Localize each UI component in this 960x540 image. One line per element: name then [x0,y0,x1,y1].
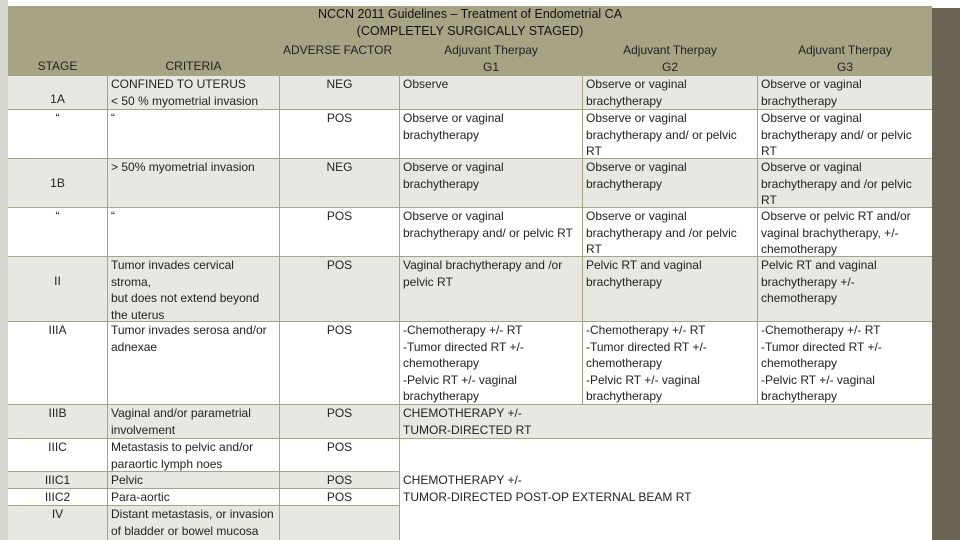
header-stage: STAGE [8,58,107,74]
left-frame-strip [0,0,8,540]
row-iiia-g1: -Chemotherapy +/- RT -Tumor directed RT +/- chemotherapy -Pelvic RT +/- vaginal brachytherapy [400,322,582,404]
row-ii-g3: Pelvic RT and vaginal brachytherapy +/- chemotherapy [758,257,932,321]
row-iiic-criteria: Metastasis to pelvic and/or paraortic lymph noes [108,439,279,471]
row-iiib-stage: IIIB [8,405,107,438]
header-criteria: CRITERIA [108,58,279,74]
row-iiib-treatment: CHEMOTHERAPY +/- TUMOR-DIRECTED RT [400,405,932,438]
row-iiic2-adverse: POS [280,489,399,505]
row-ii-g1: Vaginal brachytherapy and /or pelvic RT [400,257,582,321]
row-1b-g2: Observe or vaginal brachytherapy [583,159,757,207]
title-line-1: NCCN 2011 Guidelines – Treatment of Endometrial CA [317,7,623,21]
row-1b-adverse: NEG [280,159,399,207]
row-1a-pos-g3: Observe or vaginal brachytherapy and/ or pelvic RT [758,110,932,158]
row-iiic1-adverse: POS [280,472,399,488]
header-g3: Adjuvant Therpay G3 [758,42,932,76]
row-iiic1-stage: IIIC1 [8,472,107,488]
row-1a-pos-g2: Observe or vaginal brachytherapy and/ or pelvic RT [583,110,757,158]
row-1b-pos-g1: Observe or vaginal brachytherapy and/ or pelvic RT [400,208,582,256]
row-1a-g3: Observe or vaginal brachytherapy [758,76,932,109]
row-1a-stage: 1A [8,76,107,109]
row-iiia-adverse: POS [280,322,399,404]
row-1a-g2: Observe or vaginal brachytherapy [583,76,757,109]
header-adverse-factor: ADVERSE FACTOR [280,42,399,58]
row-iiia-g2: -Chemotherapy +/- RT -Tumor directed RT +/- chemotherapy -Pelvic RT +/- vaginal brachytherapy [583,322,757,404]
header-g2: Adjuvant Therpay G2 [583,42,757,76]
table-title [8,6,932,39]
row-1a-pos-adverse: POS [280,110,399,158]
row-iiia-g3: -Chemotherapy +/- RT -Tumor directed RT +/- chemotherapy -Pelvic RT +/- vaginal brachytherapy [758,322,932,404]
row-1b-pos-g2: Observe or vaginal brachytherapy and /or pelvic RT [583,208,757,256]
row-iv-stage: IV [8,506,107,540]
row-ii-adverse: POS [280,257,399,321]
row-1b-pos-g3: Observe or pelvic RT and/or vaginal brachytherapy, +/- chemotherapy [758,208,932,256]
row-iiib-criteria: Vaginal and/or parametrial involvement [108,405,279,438]
row-iiib-adverse: POS [280,405,399,438]
row-1a-pos-criteria: “ [108,110,279,158]
row-1b-stage: 1B [8,159,107,207]
row-1b-pos-stage: “ [8,208,107,256]
row-1b-pos-adverse: POS [280,208,399,256]
title-line-2: (COMPLETELY SURGICALLY STAGED) [356,23,584,38]
row-ii-g2: Pelvic RT and vaginal brachytherapy [583,257,757,321]
row-1b-g3: Observe or vaginal brachytherapy and /or pelvic RT [758,159,932,207]
row-1b-pos-criteria: “ [108,208,279,256]
guidelines-table [8,6,932,540]
row-1b-g1: Observe or vaginal brachytherapy [400,159,582,207]
row-iiic1-criteria: Pelvic [108,472,279,488]
header-g1: Adjuvant Therpay G1 [400,42,582,76]
row-iiic-adverse: POS [280,439,399,471]
row-1a-criteria: CONFINED TO UTERUS < 50 % myometrial invasion [108,76,279,109]
row-iv-criteria: Distant metastasis, or invasion of bladder or bowel mucosa [108,506,279,540]
row-iiic-stage: IIIC [8,439,107,471]
row-iiic2-criteria: Para-aortic [108,489,279,505]
row-ii-stage: II [8,257,107,321]
row-iiic-treatment: CHEMOTHERAPY +/- TUMOR-DIRECTED POST-OP EXTERNAL BEAM RT [400,439,932,540]
row-1b-criteria: > 50% myometrial invasion [108,159,279,207]
row-iiic2-stage: IIIC2 [8,489,107,505]
row-iiia-stage: IIIA [8,322,107,404]
row-1a-g1: Observe [400,76,582,109]
row-1a-pos-g1: Observe or vaginal brachytherapy [400,110,582,158]
row-iv-adverse [280,506,399,540]
row-1a-pos-stage: “ [8,110,107,158]
row-1a-adverse: NEG [280,76,399,109]
row-ii-criteria: Tumor invades cervical stroma, but does not extend beyond the uterus [108,257,279,321]
row-iiia-criteria: Tumor invades serosa and/or adnexae [108,322,279,404]
